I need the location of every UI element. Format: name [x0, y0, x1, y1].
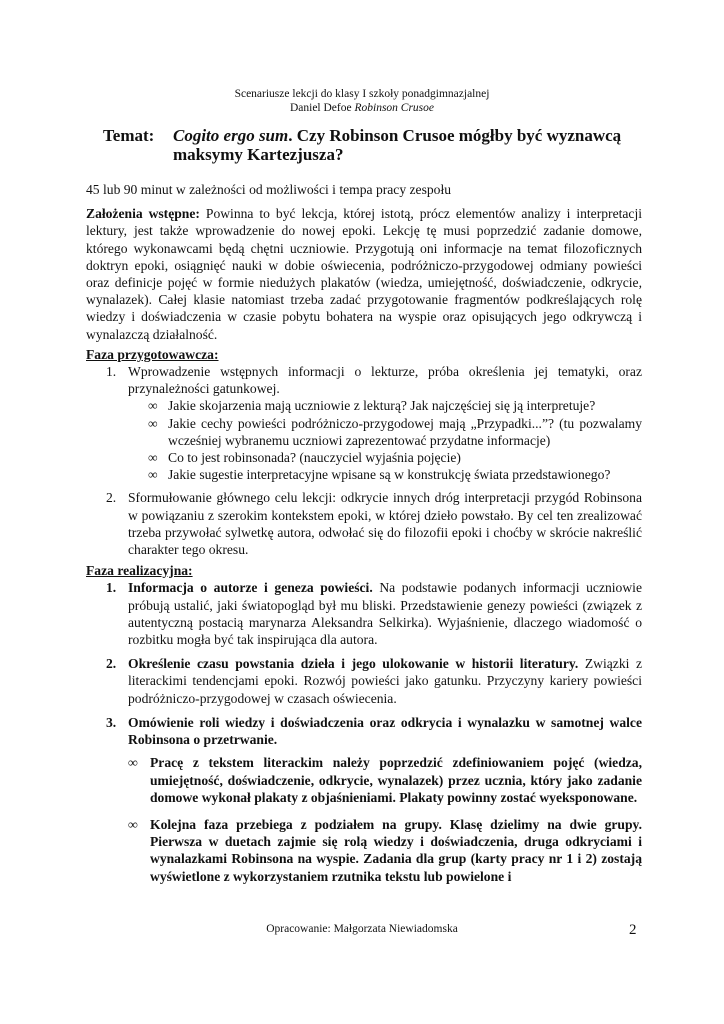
infinity-bullet-icon: ∞ — [128, 816, 138, 832]
list-item — [148, 415, 642, 449]
lesson-title — [103, 126, 663, 164]
real-item-number: 3. — [106, 714, 117, 730]
real-item-text: Związki z literackimi tendencjami epoki. Rozwój powieści jako gatunku. Przyczyny kariery powieści podróżniczo-przygodowej w czasach oświecenia. — [128, 656, 642, 706]
infinity-bullet-icon: ∞ — [128, 755, 138, 771]
real-item-bold: Informacja o autorze i geneza powieści. — [128, 580, 373, 596]
prep-item-1 — [86, 363, 642, 483]
assumptions-label: Założenia wstępne: — [86, 206, 200, 222]
header-author: Daniel Defoe — [289, 102, 352, 114]
real-bullet-list — [128, 754, 642, 884]
header-series: Scenariusze lekcji do klasy I szkoły ponadgimnazjalnej — [234, 88, 490, 100]
page-footer: Opracowanie: Małgorzata Niewiadomska — [266, 923, 458, 935]
prep-list — [86, 363, 642, 558]
title-label: Temat: — [103, 126, 155, 145]
list-item — [128, 754, 642, 806]
bullet-text: Kolejna faza przebiega z podziałem na grupy. Klasę dzielimy na dwie grupy. Pierwsza w duetach zajmie się rolą wiedzy i doświadczenia, druga odkryciami i wynalazkami Robinsona na wyspie. Zadania dla grup (karty pracy nr 1 i 2) zostają wyświetlone z wykorzystaniem rzutnika tekstu lub powielone i — [150, 816, 642, 884]
header-book-title: Robinson Crusoe — [354, 102, 435, 114]
real-heading: Faza realizacyjna: — [86, 563, 193, 579]
prep-item-text: Sformułowanie głównego celu lekcji: odkrycie innych dróg interpretacji przygód Robinsona w powiązaniu z szerokim kontekstem epoki, w której dzieło powstało. By cel ten zrealizować trzeba przywołać sylwetkę autora, odwołać się do filozofii epoki i choćby w skrócie nakreślić charakter tego okresu. — [128, 490, 642, 558]
prep-heading: Faza przygotowawcza: — [86, 346, 219, 362]
real-item-3 — [86, 714, 642, 885]
bullet-text: Jakie cechy powieści podróżniczo-przygodowej mają „Przypadki...”? (tu pozwalamy wcześniej wybranemu uczniowi zaprezentować przydatne informacje) — [168, 415, 642, 448]
infinity-bullet-icon: ∞ — [148, 450, 158, 466]
title-italic: Cogito ergo sum — [173, 126, 289, 145]
prep-item-text: Wprowadzenie wstępnych informacji o lekturze, próba określenia jej tematyki, oraz przynależności gatunkowej. — [128, 364, 642, 397]
real-list — [86, 579, 642, 884]
infinity-bullet-icon: ∞ — [148, 398, 158, 414]
document-body — [86, 181, 642, 895]
prep-bullet-list — [128, 397, 642, 483]
real-item-text: Na podstawie podanych informacji uczniowie próbują ustalić, jaki światopogląd był mu bliski. Przedstawienie genezy powieści (związek z autentyczną postacią marynarza Aleksandra Selkirka). Wyjaśnienie, dlaczego wiadomość o rozbitku mogła być tak inspirująca dla autora. — [128, 580, 642, 648]
real-item-bold: Określenie czasu powstania dzieła i jego ulokowanie w historii literatury. — [128, 656, 579, 672]
list-item — [148, 397, 642, 414]
prep-item-number: 2. — [106, 490, 117, 506]
real-item-number: 1. — [106, 580, 117, 596]
real-item-2 — [86, 655, 642, 707]
time-note: 45 lub 90 minut w zależności od możliwości i tempa pracy zespołu — [86, 182, 452, 197]
bullet-text: Jakie sugestie interpretacyjne wpisane są w konstrukcję świata przedstawionego? — [168, 467, 611, 483]
list-item — [128, 816, 642, 885]
page-header — [0, 87, 724, 115]
infinity-bullet-icon: ∞ — [148, 467, 158, 483]
infinity-bullet-icon: ∞ — [148, 415, 158, 431]
prep-item-number: 1. — [106, 364, 117, 380]
page-number: 2 — [629, 922, 637, 938]
real-item-number: 2. — [106, 656, 117, 672]
prep-item-2 — [86, 489, 642, 558]
list-item — [148, 466, 642, 483]
header-book — [0, 101, 724, 115]
assumptions-paragraph — [86, 205, 642, 343]
bullet-text: Co to jest robinsonada? (nauczyciel wyjaśnia pojęcie) — [168, 450, 461, 466]
real-item-1 — [86, 579, 642, 648]
bullet-text: Jakie skojarzenia mają uczniowie z lekturą? Jak najczęściej się ją interpretuje? — [168, 398, 596, 414]
title-rest: . Czy Robinson Crusoe mógłby być wyznawcą maksymy Kartezjusza? — [173, 126, 622, 164]
bullet-text: Pracę z tekstem literackim należy poprzedzić zdefiniowaniem pojęć (wiedza, umiejętność, doświadczenie, odkrycie, wynalazek) przez ucznia, który jako zadanie domowe wykonał plakaty z objaśnieniami. Plakaty powinny zostać wyeksponowane. — [150, 755, 642, 805]
assumptions-text: Powinna to być lekcja, której istotą, prócz elementów analizy i interpretacji lektury, jest także wprowadzenie do nowej epoki. Lekcję tę musi poprzedzić zadanie domowe, którego wykonawcami będą chętni uczniowie. Przygotują oni informacje na temat filozoficznych doktryn epoki, osiągnięć nauki w dobie oświecenia, podróżniczo-przygodowej odmiany powieści oraz definicje pojęć w formie niedużych plakatów (wiedza, umiejętność, doświadczenie, odkrycie, wynalazek). Całej klasie natomiast trzeba zadać przygotowanie fragmentów podkreślających rolę wiedzy i doświadczenia w czasie pobytu bohatera na wyspie oraz opisujących jego odkrywczą i wynalazczą działalność. — [86, 206, 642, 342]
real-item-bold: Omówienie roli wiedzy i doświadczenia oraz odkrycia i wynalazku w samotnej walce Robinsona o przetrwanie. — [128, 714, 642, 748]
list-item — [148, 449, 642, 466]
title-text — [173, 126, 663, 164]
